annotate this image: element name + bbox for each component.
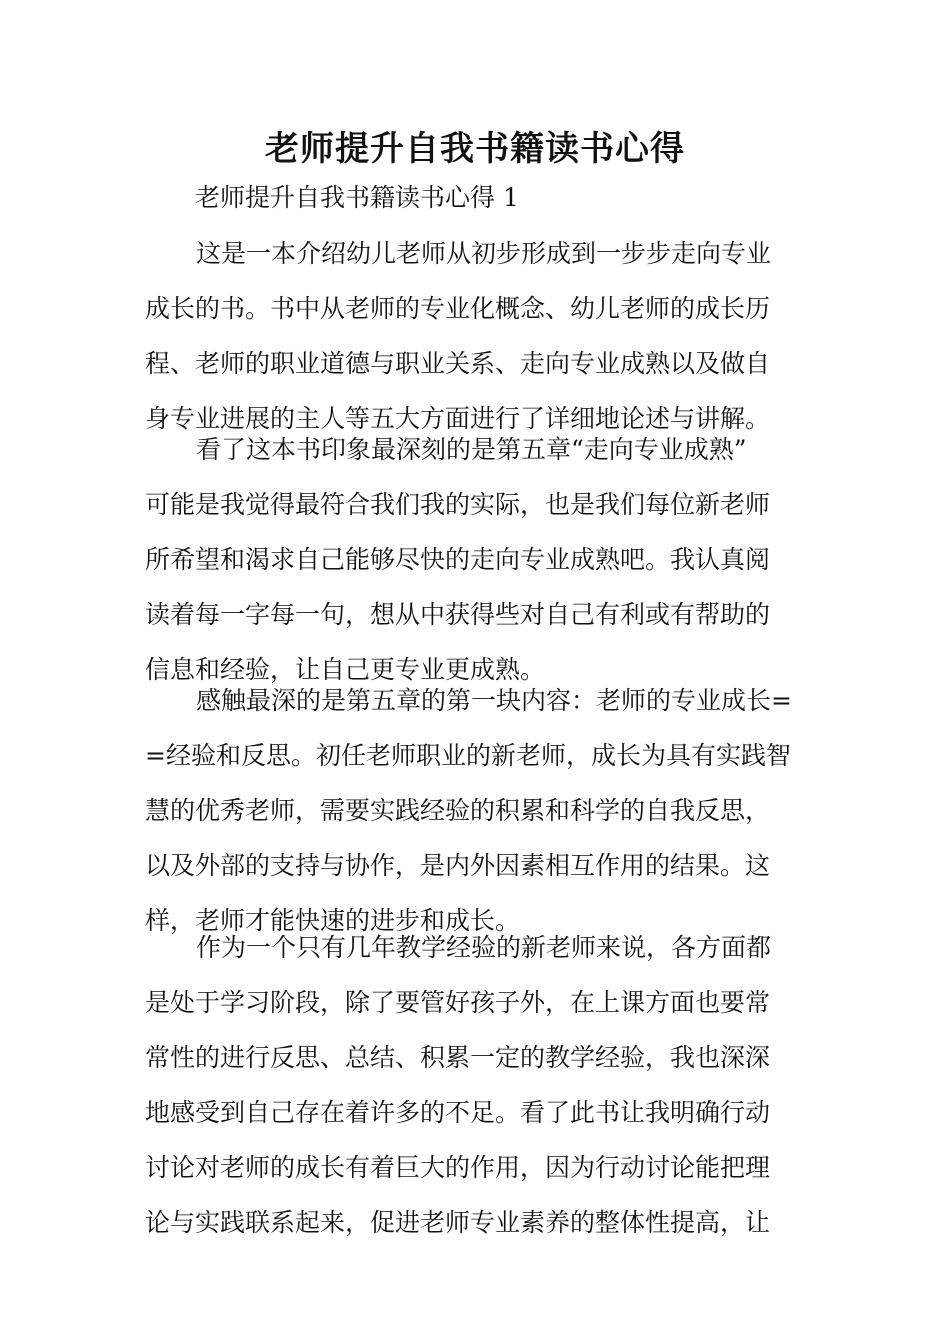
paragraph-line: 这是一本介绍幼儿老师从初步形成到一步步走向专业 (196, 239, 772, 268)
paragraph-line: 样，老师才能快速的进步和成长。 (145, 906, 521, 935)
paragraph-line: 感触最深的是第五章的第一块内容：老师的专业成长= (196, 686, 792, 715)
paragraph-line: 可能是我觉得最符合我们我的实际，也是我们每位新老师 (145, 490, 771, 519)
paragraph-line: 论与实践联系起来，促进老师专业素养的整体性提高，让 (145, 1208, 771, 1237)
paragraph-line: 信息和经验，让自己更专业更成熟。 (145, 655, 546, 684)
paragraph-line: 读着每一字每一句，想从中获得些对自己有利或有帮助的 (145, 600, 771, 629)
paragraph-line: 讨论对老师的成长有着巨大的作用，因为行动讨论能把理 (145, 1153, 771, 1182)
paragraph-line: 身专业进展的主人等五大方面进行了详细地论述与讲解。 (145, 404, 771, 433)
paragraph-line: 成长的书。书中从老师的专业化概念、幼儿老师的成长历 (145, 294, 771, 323)
paragraph-1 (145, 226, 815, 446)
paragraph-line: 慧的优秀老师，需要实践经验的积累和科学的自我反思， (145, 796, 771, 825)
paragraph-4 (145, 920, 815, 1250)
paragraph-line: 程、老师的职业道德与职业关系、走向专业成熟以及做自 (145, 349, 771, 378)
paragraph-line: 常性的进行反思、总结、积累一定的教学经验，我也深深 (145, 1043, 771, 1072)
paragraph-line: 以及外部的支持与协作，是内外因素相互作用的结果。这 (145, 851, 771, 880)
paragraph-line: 看了这本书印象最深刻的是第五章“走向专业成熟” (196, 435, 747, 464)
document-title: 老师提升自我书籍读书心得 (265, 129, 685, 169)
paragraph-line: 所希望和渴求自己能够尽快的走向专业成熟吧。我认真阅 (145, 545, 771, 574)
section-heading: 老师提升自我书籍读书心得 1 (195, 183, 519, 212)
paragraph-line: 是处于学习阶段，除了要管好孩子外，在上课方面也要常 (145, 988, 771, 1017)
paragraph-line: 地感受到自己存在着许多的不足。看了此书让我明确行动 (145, 1098, 771, 1127)
paragraph-2 (145, 422, 815, 697)
paragraph-line: 作为一个只有几年教学经验的新老师来说，各方面都 (196, 933, 772, 962)
paragraph-3 (145, 673, 815, 948)
paragraph-line: =经验和反思。初任老师职业的新老师，成长为具有实践智 (145, 741, 791, 770)
